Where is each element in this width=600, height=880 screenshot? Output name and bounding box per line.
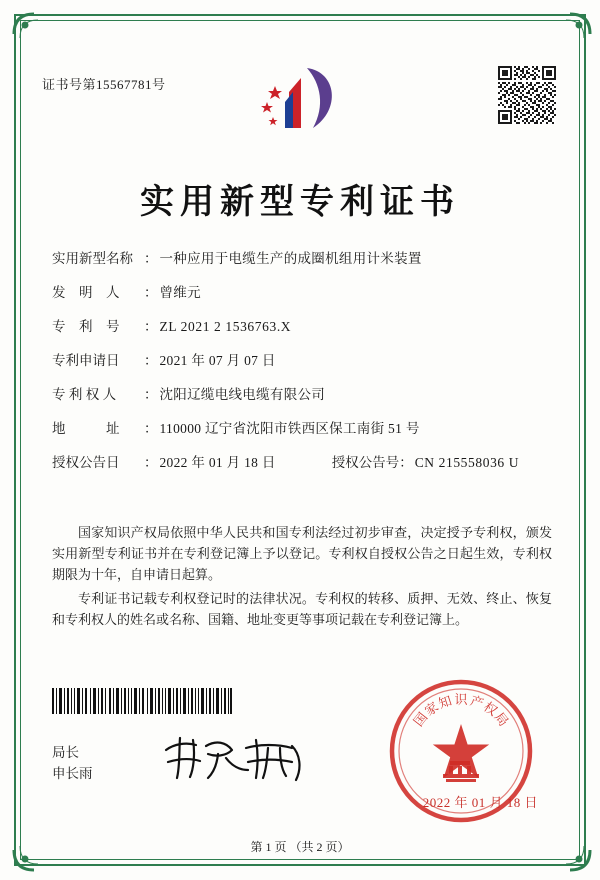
svg-text:识: 识 <box>454 693 468 708</box>
qr-code-icon <box>498 66 556 124</box>
page-footer: 第 1 页 （共 2 页） <box>250 840 350 854</box>
field-colon: ： <box>144 421 158 436</box>
field-label: 授权公告日 <box>52 455 120 470</box>
field-utility-model-name <box>52 252 552 266</box>
page-title: 实用新型专利证书 <box>140 182 460 222</box>
certificate-number: 证书号第15567781号 <box>42 77 166 92</box>
signature-block <box>52 742 93 784</box>
field-grant-date <box>52 456 276 470</box>
field-value: CN 215558036 U <box>414 455 520 470</box>
barcode-icon <box>52 688 232 714</box>
svg-text:家: 家 <box>422 699 442 720</box>
field-value: 2021 年 07 月 07 日 <box>159 353 276 368</box>
handwritten-signature-icon <box>160 730 310 786</box>
field-list <box>52 252 552 490</box>
field-value: ZL 2021 2 1536763.X <box>159 319 292 334</box>
field-label: 授权公告号 <box>331 455 400 470</box>
cnipa-logo-icon <box>245 62 355 140</box>
field-address <box>52 422 552 436</box>
svg-text:产: 产 <box>468 693 486 713</box>
signature-role-label: 局长 <box>52 745 79 760</box>
paragraph-registry-statement: 专利证书记载专利权登记时的法律状况。专利权的转移、质押、无效、终止、恢复和专利权人的姓名或名称、国籍、地址变更等事项记载在专利登记簿上。 <box>52 591 552 627</box>
field-colon: ： <box>144 387 158 402</box>
field-grant-row <box>52 456 552 470</box>
svg-text:国: 国 <box>411 710 432 730</box>
field-value: 110000 辽宁省沈阳市铁西区保工南街 51 号 <box>159 421 420 436</box>
field-inventor <box>52 286 552 300</box>
field-grant-publication-number <box>332 456 519 470</box>
field-colon: ： <box>144 353 158 368</box>
field-patentee <box>52 388 552 402</box>
field-colon: ： <box>144 251 158 266</box>
corner-ornament-top-left <box>12 12 48 48</box>
field-label: 专利申请日 <box>52 353 120 368</box>
svg-text:权: 权 <box>480 699 500 720</box>
field-label: 专 利 权 人 <box>52 387 117 402</box>
seal-date: 2022 年 01 月 18 日 <box>422 795 538 810</box>
signature-name-label: 申长雨 <box>52 766 93 781</box>
field-colon: ： <box>144 285 158 300</box>
paragraph-grant-statement: 国家知识产权局依照中华人民共和国专利法经过初步审查，决定授予专利权，颁发实用新型专利证书并在专利登记簿上予以登记。专利权自授权公告之日起生效，专利权期限为十年，自申请日起算。 <box>52 525 552 582</box>
field-patent-number <box>52 320 552 334</box>
field-label: 专 利 号 <box>52 319 120 334</box>
field-value: 沈阳辽缆电线电缆有限公司 <box>159 387 326 402</box>
field-label: 地 址 <box>52 421 120 436</box>
field-value: 2022 年 01 月 18 日 <box>159 455 276 470</box>
field-colon: ： <box>144 455 158 470</box>
field-value: 一种应用于电缆生产的成圈机组用计米装置 <box>159 251 422 266</box>
corner-ornament-top-right <box>552 12 588 48</box>
field-colon: ： <box>399 455 413 470</box>
field-label: 发 明 人 <box>52 285 120 300</box>
field-colon: ： <box>144 319 158 334</box>
svg-text:知: 知 <box>436 693 454 713</box>
field-label: 实用新型名称 <box>52 251 133 266</box>
field-application-date <box>52 354 552 368</box>
field-value: 曾维元 <box>159 285 201 300</box>
svg-text:局: 局 <box>490 710 511 730</box>
